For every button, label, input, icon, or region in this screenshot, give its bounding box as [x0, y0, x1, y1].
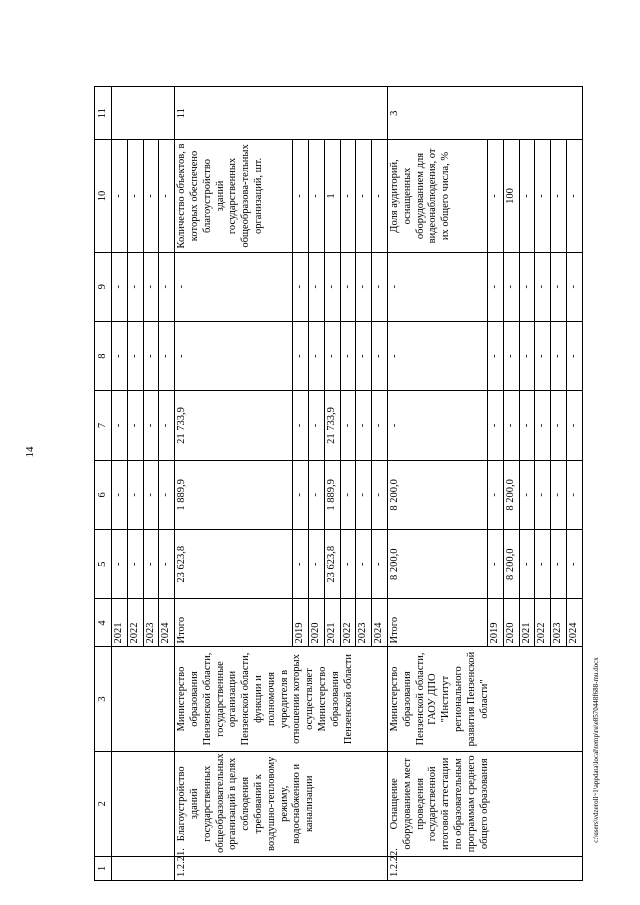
value-cell: -: [535, 391, 551, 460]
value-cell: -: [551, 460, 567, 529]
year-cell: 2024: [566, 599, 582, 647]
value-cell: -: [356, 530, 372, 599]
value-cell: -: [487, 252, 503, 321]
total-value: 8 200,0: [387, 530, 487, 599]
value-cell: -: [535, 140, 551, 252]
value-cell: -: [566, 391, 582, 460]
value-cell: -: [293, 140, 309, 252]
value-cell: -: [127, 252, 143, 321]
value-cell: 8 200,0: [503, 460, 519, 529]
value-cell: -: [340, 321, 356, 390]
value-cell: -: [308, 252, 324, 321]
value-cell: -: [535, 530, 551, 599]
year-cell: 2023: [551, 599, 567, 647]
header-cell: 10: [95, 140, 112, 252]
executor: Министерство образования Пензенской области, ГАОУ ДПО "Институт регионального развития Пензенской области": [387, 647, 582, 751]
activity-number: 1.2.21.: [175, 856, 388, 880]
value-cell: -: [566, 460, 582, 529]
value-cell: -: [372, 321, 388, 390]
value-cell: -: [159, 391, 175, 460]
value-cell: -: [143, 391, 159, 460]
rotated-table-wrapper: [94, 86, 611, 881]
year-cell: 2024: [159, 599, 175, 647]
value-cell: -: [535, 460, 551, 529]
value-cell: 8 200,0: [503, 530, 519, 599]
value-cell: -: [293, 391, 309, 460]
year-cell: 2020: [503, 599, 519, 647]
value-cell: -: [487, 321, 503, 390]
total-value: 23 623,8: [175, 530, 293, 599]
value-cell: -: [324, 321, 340, 390]
activity-1-2-22-total-row: [387, 87, 487, 881]
activity-1-2-21-total-row: [175, 87, 293, 881]
value-cell: -: [127, 391, 143, 460]
total-label: Итого: [387, 599, 487, 647]
value-cell: -: [308, 321, 324, 390]
value-cell: -: [551, 252, 567, 321]
value-cell: -: [308, 140, 324, 252]
header-row: [95, 87, 112, 881]
value-cell: -: [535, 252, 551, 321]
value-cell: -: [519, 140, 535, 252]
value-cell: -: [340, 391, 356, 460]
total-value: 21 733,9: [175, 391, 293, 460]
year-cell: 2021: [112, 599, 128, 647]
activity-number: 1.2.22.: [387, 856, 582, 880]
value-cell: -: [159, 460, 175, 529]
header-cell: 3: [95, 647, 112, 751]
value-cell: 21 733,9: [324, 391, 340, 460]
value-cell: -: [293, 530, 309, 599]
value-cell: -: [503, 321, 519, 390]
year-cell: 2019: [293, 599, 309, 647]
value-cell: -: [293, 321, 309, 390]
header-cell: 2: [95, 751, 112, 856]
value-cell: -: [308, 530, 324, 599]
value-cell: -: [566, 140, 582, 252]
value-cell: -: [308, 391, 324, 460]
value-cell: -: [356, 140, 372, 252]
value-cell: -: [159, 252, 175, 321]
value-cell: -: [127, 530, 143, 599]
year-cell: 2022: [340, 599, 356, 647]
value-cell: -: [372, 391, 388, 460]
value-cell: -: [127, 460, 143, 529]
value-cell: -: [143, 530, 159, 599]
value-cell: -: [159, 321, 175, 390]
value-cell: -: [487, 391, 503, 460]
value-cell: -: [112, 321, 128, 390]
value-cell: -: [112, 391, 128, 460]
value-cell: -: [340, 530, 356, 599]
total-value: -: [175, 252, 293, 321]
value-cell: -: [519, 321, 535, 390]
value-cell: -: [293, 252, 309, 321]
value-cell: -: [143, 252, 159, 321]
value-cell: -: [112, 530, 128, 599]
value-cell: -: [127, 140, 143, 252]
value-cell: -: [519, 391, 535, 460]
value-cell: -: [112, 460, 128, 529]
value-cell: -: [566, 252, 582, 321]
value-cell: -: [566, 530, 582, 599]
indicator-code: 3: [387, 87, 582, 140]
value-cell: -: [356, 460, 372, 529]
year-cell: 2022: [535, 599, 551, 647]
value-cell: -: [487, 460, 503, 529]
value-cell: -: [551, 321, 567, 390]
value-cell: -: [127, 321, 143, 390]
header-cell: 7: [95, 391, 112, 460]
page-number: 14: [24, 446, 36, 458]
value-cell: 23 623,8: [324, 530, 340, 599]
header-cell: 1: [95, 856, 112, 880]
total-label: Итого: [175, 599, 293, 647]
table-row: [112, 87, 128, 881]
value-cell: -: [503, 252, 519, 321]
value-cell: -: [356, 252, 372, 321]
header-cell: 4: [95, 599, 112, 647]
year-cell: 2022: [127, 599, 143, 647]
value-cell: -: [519, 252, 535, 321]
value-cell: -: [356, 391, 372, 460]
value-cell: -: [503, 391, 519, 460]
value-cell: -: [551, 140, 567, 252]
total-value: -: [387, 321, 487, 390]
header-cell: 11: [95, 87, 112, 140]
value-cell: -: [551, 530, 567, 599]
value-cell: -: [143, 460, 159, 529]
indicator-name: Доля аудиторий, оснащенных оборудованием для видеонаблюдения, от их общего числа, %: [387, 140, 487, 252]
value-cell: -: [112, 252, 128, 321]
total-value: -: [175, 321, 293, 390]
value-cell: -: [372, 252, 388, 321]
value-cell: -: [519, 530, 535, 599]
value-cell: -: [143, 140, 159, 252]
value-cell: -: [519, 460, 535, 529]
value-cell: -: [112, 140, 128, 252]
value-cell: -: [340, 252, 356, 321]
total-value: -: [387, 391, 487, 460]
value-cell: -: [143, 321, 159, 390]
value-cell: -: [566, 321, 582, 390]
year-cell: 2023: [356, 599, 372, 647]
value-cell: 1 889,9: [324, 460, 340, 529]
value-cell: -: [293, 460, 309, 529]
value-cell: 1: [324, 140, 340, 252]
year-cell: 2023: [143, 599, 159, 647]
total-value: -: [387, 252, 487, 321]
indicator-code: 11: [175, 87, 388, 140]
value-cell: -: [324, 252, 340, 321]
header-cell: 9: [95, 252, 112, 321]
footer-file-path: c:\users\vdzeroll~1\appdata\local\temp\ru\e8570448f688-mu.docx: [592, 657, 600, 843]
value-cell: -: [308, 460, 324, 529]
activity-name: Оснащение оборудованием мест проведения государственной итоговой аттестации по образовательным программам среднего общего образования: [387, 751, 582, 856]
value-cell: -: [356, 321, 372, 390]
value-cell: -: [340, 140, 356, 252]
value-cell: -: [340, 460, 356, 529]
indicator-name: Количество объектов, в которых обеспечено благоустройство зданий государственных общеобразова-тельных организаций, шт.: [175, 140, 293, 252]
total-value: 8 200,0: [387, 460, 487, 529]
activity-name: Благоустройство зданий государственных общеобразовательных организаций в целях соблюдения требований к воздушно-тепловому режиму, водоснабжению и канализации: [175, 751, 388, 856]
value-cell: -: [159, 530, 175, 599]
year-cell: 2024: [372, 599, 388, 647]
year-cell: 2019: [487, 599, 503, 647]
year-cell: 2021: [519, 599, 535, 647]
value-cell: -: [535, 321, 551, 390]
value-cell: -: [372, 460, 388, 529]
header-cell: 6: [95, 460, 112, 529]
total-value: 1 889,9: [175, 460, 293, 529]
header-cell: 5: [95, 530, 112, 599]
value-cell: -: [487, 530, 503, 599]
value-cell: -: [487, 140, 503, 252]
value-cell: -: [372, 140, 388, 252]
value-cell: -: [551, 391, 567, 460]
header-cell: 8: [95, 321, 112, 390]
year-cell: 2021: [324, 599, 340, 647]
value-cell: -: [372, 530, 388, 599]
program-activities-table: [94, 86, 583, 881]
value-cell: -: [159, 140, 175, 252]
year-cell: 2020: [308, 599, 324, 647]
value-cell: 100: [503, 140, 519, 252]
executor: Министерство образования Пензенской области, государственные организации Пензенской области, функции и полномочия учредителя в отношении которых осуществляет Министерство образования Пензенской области: [175, 647, 388, 751]
